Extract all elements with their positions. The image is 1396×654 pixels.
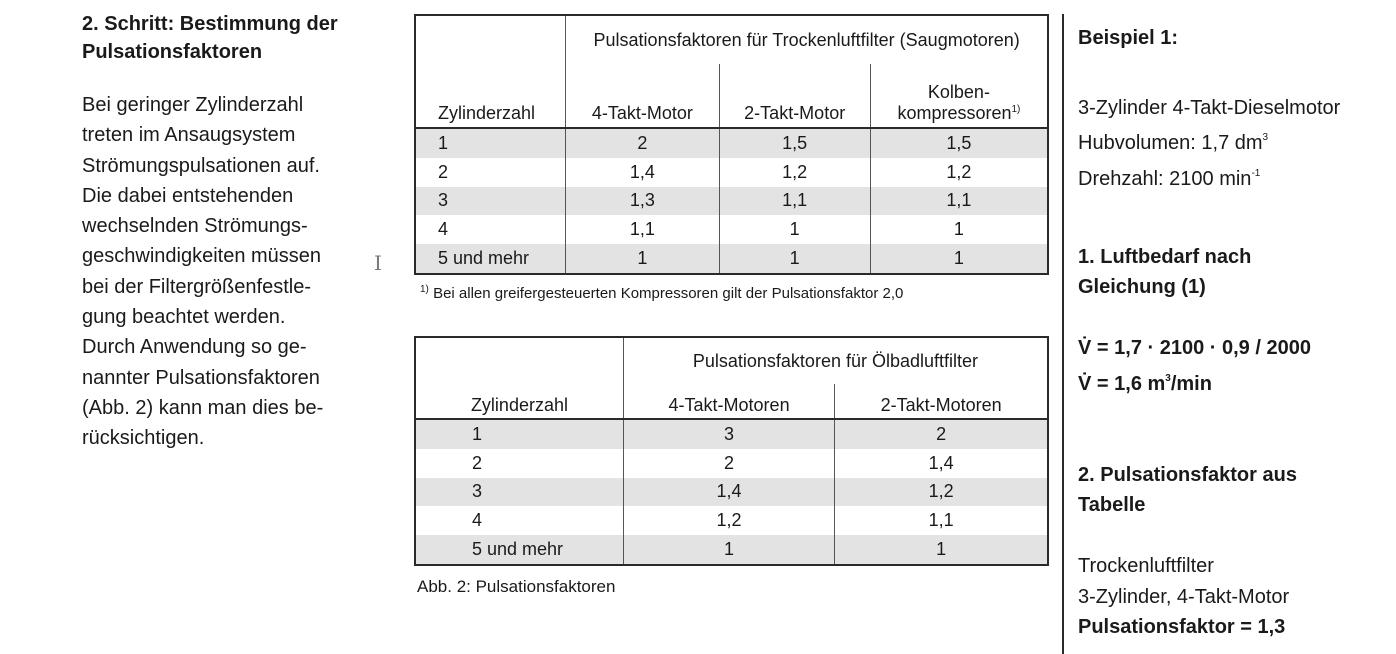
table-row xyxy=(415,158,1048,187)
air-demand-value: V̇ = 1,6 m xyxy=(1078,372,1166,395)
table-row xyxy=(415,506,1048,535)
table-cell: 2 xyxy=(472,452,483,473)
paragraph-line: rücksichtigen. xyxy=(82,427,205,450)
table-cell: 1,5 xyxy=(719,128,870,158)
example-panel xyxy=(1062,14,1396,654)
air-demand-unit-exp: 3 xyxy=(1165,372,1171,384)
header-blank-cell xyxy=(415,337,623,384)
engine-speed xyxy=(1078,159,1396,195)
table-cell: 1,2 xyxy=(870,158,1048,187)
footnote-text: Bei allen greifergesteuerten Kompressoren gilt der Pulsationsfaktor 2,0 xyxy=(433,285,904,302)
table-cell: 1,4 xyxy=(566,158,719,187)
table-row xyxy=(415,215,1048,244)
table1-col-compressors-line2: kompressoren xyxy=(897,103,1012,123)
step2-heading-line1: 2. Pulsationsfaktor aus xyxy=(1078,463,1297,486)
table-cell: 1,1 xyxy=(566,215,719,244)
table-cell: 1,2 xyxy=(835,478,1048,507)
table-cell: 4 xyxy=(472,510,483,531)
step-heading-line-1: 2. Schritt: Bestimmung der xyxy=(82,13,338,35)
text-cursor-icon: I xyxy=(374,251,382,275)
table-cell: 2 xyxy=(566,128,719,158)
oil-bath-filter-table xyxy=(414,336,1049,566)
table-cell: 2 xyxy=(835,419,1048,449)
table1-col-4stroke: 4-Takt-Motor xyxy=(566,64,719,128)
step1-heading-line1: 1. Luftbedarf nach xyxy=(1078,245,1252,268)
table1-col-compressors xyxy=(870,64,1048,128)
table-row xyxy=(415,244,1048,274)
footnote-mark: 1) xyxy=(420,284,429,295)
table-cell: 4 xyxy=(438,219,449,240)
air-demand-formula: V̇ = 1,7 · 2100 · 0,9 / 2000 xyxy=(1078,337,1311,359)
table1-footnote xyxy=(420,284,903,302)
table-cell: 1 xyxy=(566,244,719,274)
table2-col-cylinders: Zylinderzahl xyxy=(415,384,623,419)
paragraph-line: (Abb. 2) kann man dies be- xyxy=(82,396,324,419)
engine-type: 3-Zylinder 4-Takt-Dieselmotor xyxy=(1078,96,1341,119)
table1-col-compressors-line1: Kolben- xyxy=(927,82,990,102)
table-cell: 2 xyxy=(438,161,449,182)
dry-air-filter-table xyxy=(414,14,1049,275)
step2-heading-line2: Tabelle xyxy=(1078,494,1146,516)
figure-caption: Abb. 2: Pulsationsfaktoren xyxy=(417,577,616,596)
step-heading xyxy=(82,10,392,66)
table-cell: 1 xyxy=(719,215,870,244)
paragraph-line: wechselnden Strömungs- xyxy=(82,215,308,238)
table-cell: 1,5 xyxy=(870,128,1048,158)
step1-heading-line2: Gleichung (1) xyxy=(1078,276,1206,298)
table-cell: 1,2 xyxy=(719,158,870,187)
paragraph-line: bei der Filtergrößenfestle- xyxy=(82,275,311,298)
table-cell: 3 xyxy=(415,187,566,216)
air-demand-result xyxy=(1078,364,1396,400)
table-cell: 1 xyxy=(870,215,1048,244)
displacement-text: Hubvolumen: 1,7 dm xyxy=(1078,132,1263,154)
table-row xyxy=(415,419,1048,449)
table-cell: 1 xyxy=(415,419,623,449)
table-cell: 5 und mehr xyxy=(415,535,623,565)
pulsation-result: Pulsationsfaktor = 1,3 xyxy=(1078,616,1286,638)
table2-group-header: Pulsationsfaktoren für Ölbadluftfilter xyxy=(623,337,1048,384)
header-blank-cell xyxy=(415,15,566,64)
table-cell: 1 xyxy=(719,244,870,274)
paragraph-line: gung beachtet werden. xyxy=(82,306,286,329)
paragraph-line: treten im Ansaugsystem xyxy=(82,124,296,147)
table-cell: 1,4 xyxy=(623,478,834,507)
table-cell: 1,2 xyxy=(623,506,834,535)
table-cell: 3 xyxy=(415,478,623,507)
table-cell: 1,1 xyxy=(719,187,870,216)
left-column xyxy=(82,10,392,454)
table-cell: 1,3 xyxy=(566,187,719,216)
table-cell: 2 xyxy=(623,449,834,478)
table-cell: 1,1 xyxy=(870,187,1048,216)
table-cell: 1 xyxy=(835,535,1048,565)
displacement-unit-exp: 3 xyxy=(1262,132,1269,143)
table1-col-2stroke: 2-Takt-Motor xyxy=(719,64,870,128)
displacement xyxy=(1078,123,1396,159)
paragraph-line: Die dabei entstehenden xyxy=(82,184,294,207)
explanation-paragraph xyxy=(82,90,392,454)
table1-group-header: Pulsationsfaktoren für Trockenluftfilter (Saugmotoren) xyxy=(566,15,1048,64)
table-row xyxy=(415,128,1048,158)
example-title: Beispiel 1: xyxy=(1078,27,1179,49)
table-row xyxy=(415,478,1048,507)
step-heading-line-2: Pulsationsfaktoren xyxy=(82,41,263,63)
air-demand-unit: /min xyxy=(1170,372,1212,395)
table-cell: 1 xyxy=(870,244,1048,274)
table2-col-2stroke: 2-Takt-Motoren xyxy=(835,384,1048,419)
paragraph-line: Bei geringer Zylinderzahl xyxy=(82,94,304,116)
footnote-ref: 1) xyxy=(1011,104,1021,115)
table-cell: 5 und mehr xyxy=(415,244,566,274)
paragraph-line: Durch Anwendung so ge- xyxy=(82,336,307,359)
table-cell: 3 xyxy=(623,419,834,449)
table2-col-4stroke: 4-Takt-Motoren xyxy=(623,384,834,419)
engine-speed-text: Drehzahl: 2100 min xyxy=(1078,167,1252,190)
engine-speed-unit-exp: -1 xyxy=(1251,167,1261,179)
table-cell: 1 xyxy=(623,535,834,565)
table-row xyxy=(415,535,1048,565)
engine-config: 3-Zylinder, 4-Takt-Motor xyxy=(1078,585,1290,608)
table-cell: 1,4 xyxy=(835,449,1048,478)
table1-col-cylinders: Zylinderzahl xyxy=(415,64,566,128)
filter-type: Trockenluftfilter xyxy=(1078,555,1214,577)
paragraph-line: nannter Pulsationsfaktoren xyxy=(82,366,320,389)
paragraph-line: geschwindigkeiten müssen xyxy=(82,245,322,268)
table-row xyxy=(415,449,1048,478)
table-cell: 1 xyxy=(415,128,566,158)
table-cell: 1,1 xyxy=(835,506,1048,535)
paragraph-line: Strömungspulsationen auf. xyxy=(82,154,320,177)
table-row xyxy=(415,187,1048,216)
